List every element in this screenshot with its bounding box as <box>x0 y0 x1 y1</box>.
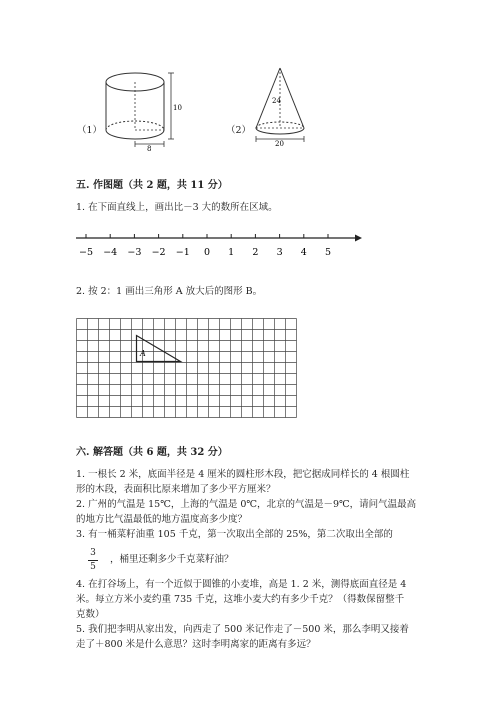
number-line-label: 3 <box>276 247 283 258</box>
figure-2-label: （2） <box>226 125 252 136</box>
number-line-label: −3 <box>127 247 142 258</box>
number-line-label: 1 <box>228 247 235 258</box>
cylinder-radius-label: 8 <box>147 145 152 152</box>
section-6-line: 米。每立方米小麦约重 735 千克，这堆小麦大约有多少千克？（得数保留整千 <box>76 594 405 605</box>
cone-diameter-label: 20 <box>275 140 284 147</box>
cone-figure <box>245 65 315 147</box>
section-6-block-1 <box>76 467 416 542</box>
number-line-label: 0 <box>203 247 211 258</box>
cylinder-figure <box>75 70 195 152</box>
number-line-label: −5 <box>78 247 94 258</box>
number-line-label: −4 <box>103 247 118 258</box>
section-6-line: 走了＋800 米是什么意思？这时李明离家的距离有多远？ <box>76 639 316 650</box>
section-6-block-2 <box>76 577 409 652</box>
cylinder-height-label: 10 <box>173 104 182 112</box>
number-line <box>74 230 364 260</box>
triangle-a-label: A <box>140 349 146 358</box>
section-6-line: 形的木段，表面积比原来增加了多少平方厘米？ <box>76 484 276 495</box>
section-6-line: 克数） <box>76 609 105 620</box>
section-5-question-1: 1. 在下面直线上，画出比－3 大的数所在区域。 <box>76 202 278 213</box>
cone-height-label: 24 <box>272 97 281 105</box>
fraction-three-fifths <box>87 548 99 573</box>
number-line-label: 5 <box>324 247 332 258</box>
number-line-label: −2 <box>151 247 166 258</box>
fraction-numerator: 3 <box>90 548 96 558</box>
section-6-line: 3. 有一桶菜籽油重 105 千克，第一次取出全部的 25%，第二次取出全部的 <box>76 529 393 540</box>
number-line-label: 4 <box>300 247 307 258</box>
section-6-line: 的地方比气温最低的地方温度高多少度？ <box>76 514 248 525</box>
section-5-title: 五. 作图题（共 2 题，共 11 分） <box>76 180 228 191</box>
figure-1-label: （1） <box>77 125 103 136</box>
section-6-title: 六. 解答题（共 6 题，共 32 分） <box>76 447 228 458</box>
figures-row <box>0 60 500 150</box>
section-5-question-2: 2. 按 2：1 画出三角形 A 放大后的图形 B。 <box>76 286 263 297</box>
number-line-label: −1 <box>175 247 190 258</box>
section-6-line: 2. 广州的气温是 15℃，上海的气温是 0℃，北京的气温是－9℃，请问气温最高 <box>76 499 417 510</box>
number-line-label: 2 <box>252 247 259 258</box>
section-6-line: 4. 在打谷场上，有一个近似于圆锥的小麦堆，高是 1. 2 米，测得底面直径是 4 <box>76 579 407 590</box>
section-6-question-3-tail: ，桶里还剩多少千克菜籽油？ <box>110 554 234 565</box>
fraction-bar <box>88 560 98 561</box>
fraction-denominator: 5 <box>90 562 96 572</box>
grid-figure <box>76 318 298 418</box>
section-6-line: 1. 一根长 2 米，底面半径是 4 厘米的圆柱形木段，把它据成同样长的 4 根圆柱 <box>76 469 410 480</box>
section-6-line: 5. 我们把李明从家出发，向西走了 500 米记作走了－500 米，那么李明又接着 <box>76 624 409 635</box>
